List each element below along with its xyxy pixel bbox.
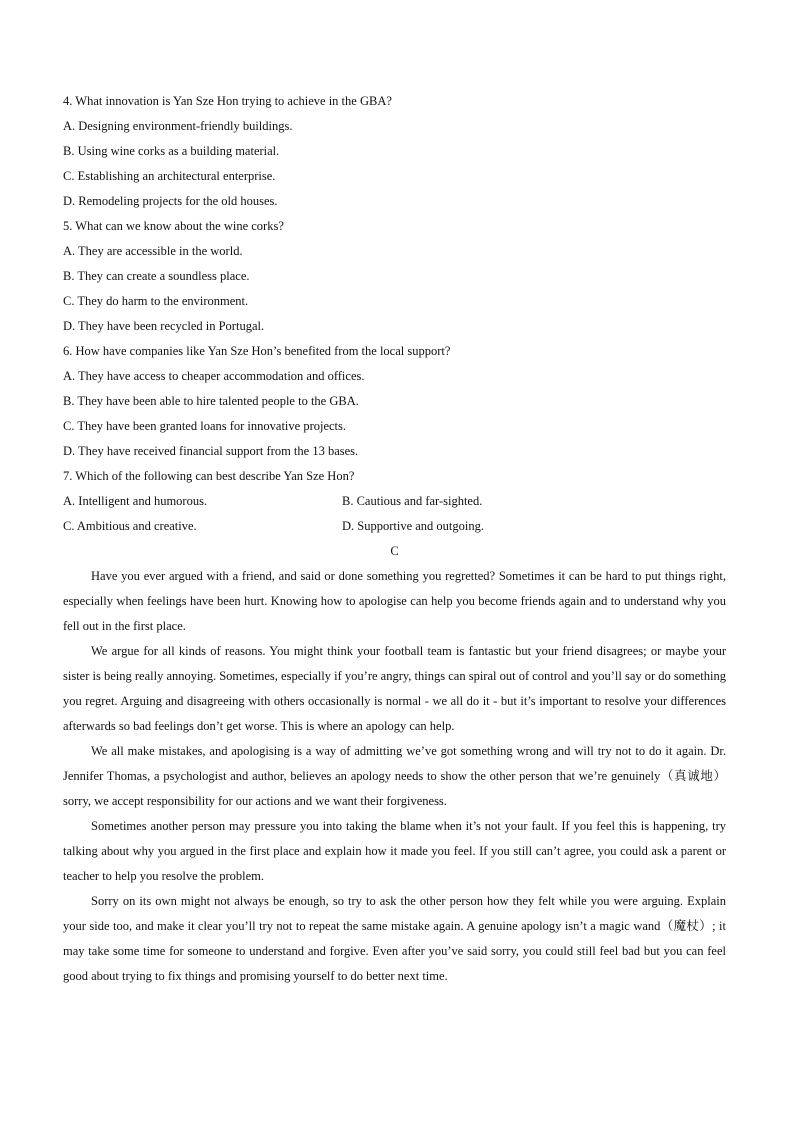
option-5a: A. They are accessible in the world. — [63, 244, 243, 258]
passage-paragraph-4: Sometimes another person may pressure you into taking the blame when it’s not your fault. If you feel this is happening, try talking about why you argued in the first place and explain how it made you feel. If you still can’t agree, you could ask a parent or teacher to help you resolve the problem. — [63, 819, 726, 883]
question-stem-5: 5. What can we know about the wine corks? — [63, 219, 284, 233]
exam-page — [63, 89, 726, 989]
question-stem-4: 4. What innovation is Yan Sze Hon trying to achieve in the GBA? — [63, 94, 392, 108]
passage-paragraph-1: Have you ever argued with a friend, and said or done something you regretted? Sometimes it can be hard to put things right, especially when feelings have been hurt. Knowing how to apologise can help you become friends again and to understand why you fell out in the first place. — [63, 569, 726, 633]
section-heading: C — [390, 544, 399, 558]
option-4b: B. Using wine corks as a building material. — [63, 144, 280, 158]
option-5b: B. They can create a soundless place. — [63, 269, 250, 283]
option-4c: C. Establishing an architectural enterprise. — [63, 169, 276, 183]
option-6d: D. They have received financial support from the 13 bases. — [63, 444, 359, 458]
option-6b: B. They have been able to hire talented people to the GBA. — [63, 394, 359, 408]
option-7b: B. Cautious and far-sighted. — [342, 494, 483, 508]
option-5c: C. They do harm to the environment. — [63, 294, 249, 308]
question-stem-7: 7. Which of the following can best describe Yan Sze Hon? — [63, 469, 355, 483]
option-4d: D. Remodeling projects for the old houses. — [63, 194, 278, 208]
option-6c: C. They have been granted loans for innovative projects. — [63, 419, 347, 433]
options-row-7-ab — [63, 489, 726, 514]
option-4a: A. Designing environment-friendly buildings. — [63, 119, 293, 133]
option-7a: A. Intelligent and humorous. — [63, 494, 208, 508]
question-stem-6: 6. How have companies like Yan Sze Hon’s benefited from the local support? — [63, 344, 451, 358]
passage-paragraph-3: We all make mistakes, and apologising is a way of admitting we’ve got something wrong and will try not to do it again. Dr. Jennifer Thomas, a psychologist and author, believes an apology needs to show the other person that we’re genuinely（真诚地）sorry, we accept responsibility for our actions and we want their forgiveness. — [63, 744, 726, 808]
option-6a: A. They have access to cheaper accommodation and offices. — [63, 369, 365, 383]
passage-paragraph-5: Sorry on its own might not always be enough, so try to ask the other person how they felt while you were arguing. Explain your side too, and make it clear you’ll try not to repeat the same mistake again. A genuine apology isn’t a magic wand（魔杖）; it may take some time for someone to understand and forgive. Even after you’ve said sorry, you could still feel bad but you can feel good about trying to fix things and promising yourself to do better next time. — [63, 894, 726, 983]
passage-paragraph-2: We argue for all kinds of reasons. You might think your football team is fantastic but your friend disagrees; or maybe your sister is being really annoying. Sometimes, especially if you’re angry, things can spiral out of control and you’ll say or do something you regret. Arguing and disagreeing with others occasionally is normal - we all do it - but it’s important to resolve your differences afterwards so bad feelings don’t get worse. This is where an apology can help. — [63, 644, 726, 733]
option-7c: C. Ambitious and creative. — [63, 519, 197, 533]
option-5d: D. They have been recycled in Portugal. — [63, 319, 265, 333]
options-row-7-cd — [63, 514, 726, 539]
option-7d: D. Supportive and outgoing. — [342, 519, 485, 533]
